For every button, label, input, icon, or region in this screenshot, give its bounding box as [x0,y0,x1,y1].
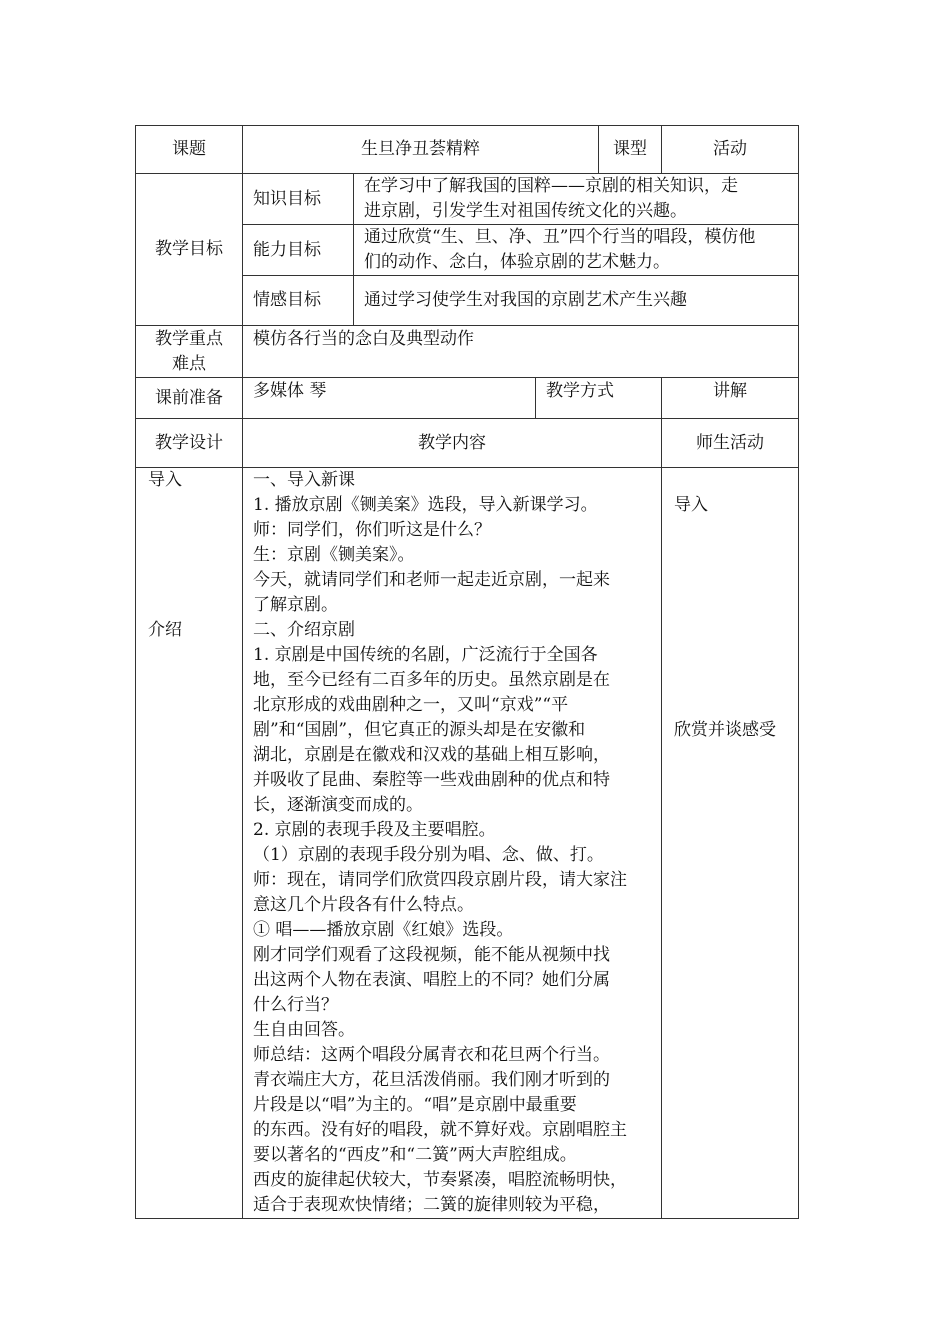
content-line: 刚才同学们观看了这段视频，能不能从视频中找 [253,945,610,965]
lesson-plan-table [135,125,799,1219]
content-label: 教学内容 [243,419,662,468]
stage-present: 介绍 [148,620,182,640]
objective-text: 通过学习使学生对我国的京剧艺术产生兴趣 [354,276,799,326]
content-line: 师：现在，请同学们欣赏四段京剧片段，请大家注 [253,870,627,890]
type-label: 课型 [599,126,662,174]
preparation-value: 多媒体 琴 [243,378,536,419]
content-line: 要以著名的“西皮”和“二簧”两大声腔组成。 [253,1145,577,1165]
objective-name: 情感目标 [243,276,354,326]
content-line: 意这几个片段各有什么特点。 [253,895,474,915]
objective-row-knowledge [136,174,799,225]
topic-label: 课题 [136,126,243,174]
content-line: 1. 播放京剧《铡美案》选段，导入新课学习。 [253,495,598,515]
stage-column [136,468,243,1219]
activity-column [662,468,799,1219]
content-line: 片段是以“唱”为主的。“唱”是京剧中最重要 [253,1095,577,1115]
type-value: 活动 [662,126,799,174]
content-line: ① 唱——播放京剧《红娘》选段。 [253,920,514,940]
objective-text: 在学习中了解我国的国粹——京剧的相关知识，走 进京剧，引发学生对祖国传统文化的兴趣。 [354,174,799,225]
content-line: 二、介绍京剧 [253,620,355,640]
content-line: 并吸收了昆曲、秦腔等一些戏曲剧种的优点和特 [253,770,610,790]
content-line: 师总结：这两个唱段分属青衣和花旦两个行当。 [253,1045,610,1065]
stage-intro: 导入 [148,470,182,490]
design-body-row [136,468,799,1219]
activity-label: 师生活动 [662,419,799,468]
content-line: 了解京剧。 [253,595,338,615]
preparation-row [136,378,799,419]
key-points-row [136,326,799,378]
content-line: 西皮的旋律起伏较大，节奏紧凑，唱腔流畅明快， [253,1170,627,1190]
objective-text: 通过欣赏“生、旦、净、丑”四个行当的唱段，模仿他 们的动作、念白，体验京剧的艺术魅力。 [354,225,799,276]
content-line: 青衣端庄大方，花旦活泼俏丽。我们刚才听到的 [253,1070,610,1090]
activity-present: 欣赏并谈感受 [674,720,776,740]
content-line: 什么行当？ [253,995,338,1015]
method-label: 教学方式 [536,378,662,419]
content-line: 生自由回答。 [253,1020,355,1040]
objective-name: 能力目标 [243,225,354,276]
content-line: 地，至今已经有二百多年的历史。虽然京剧是在 [253,670,610,690]
content-line: 1. 京剧是中国传统的名剧，广泛流行于全国各 [253,645,598,665]
design-label: 教学设计 [136,419,243,468]
topic-value: 生旦净丑荟精粹 [243,126,599,174]
content-column [243,468,662,1219]
content-line: 适合于表现欢快情绪；二簧的旋律则较为平稳， [253,1195,610,1215]
topic-row [136,126,799,174]
content-line: 师：同学们，你们听这是什么？ [253,520,491,540]
content-line: 北京形成的戏曲剧种之一，又叫“京戏”“平 [253,695,569,715]
key-points-value: 模仿各行当的念白及典型动作 [243,326,799,378]
content-line: 生：京剧《铡美案》。 [253,545,415,565]
key-points-label: 教学重点 难点 [136,326,243,378]
objective-name: 知识目标 [243,174,354,225]
activity-intro: 导入 [674,495,708,515]
content-line: 今天，就请同学们和老师一起走近京剧，一起来 [253,570,610,590]
content-line: 的东西。没有好的唱段，就不算好戏。京剧唱腔主 [253,1120,627,1140]
content-line: 出这两个人物在表演、唱腔上的不同？她们分属 [253,970,610,990]
content-line: 一、导入新课 [253,470,355,490]
content-line: 剧”和“国剧”，但它真正的源头却是在安徽和 [253,720,586,740]
content-line: 长，逐渐演变而成的。 [253,795,423,815]
objectives-label: 教学目标 [136,174,243,326]
design-header-row [136,419,799,468]
content-line: 湖北，京剧是在徽戏和汉戏的基础上相互影响， [253,745,610,765]
method-value: 讲解 [662,378,799,419]
content-line: （1）京剧的表现手段分别为唱、念、做、打。 [253,845,604,865]
content-line: 2. 京剧的表现手段及主要唱腔。 [253,820,496,840]
preparation-label: 课前准备 [136,378,243,419]
